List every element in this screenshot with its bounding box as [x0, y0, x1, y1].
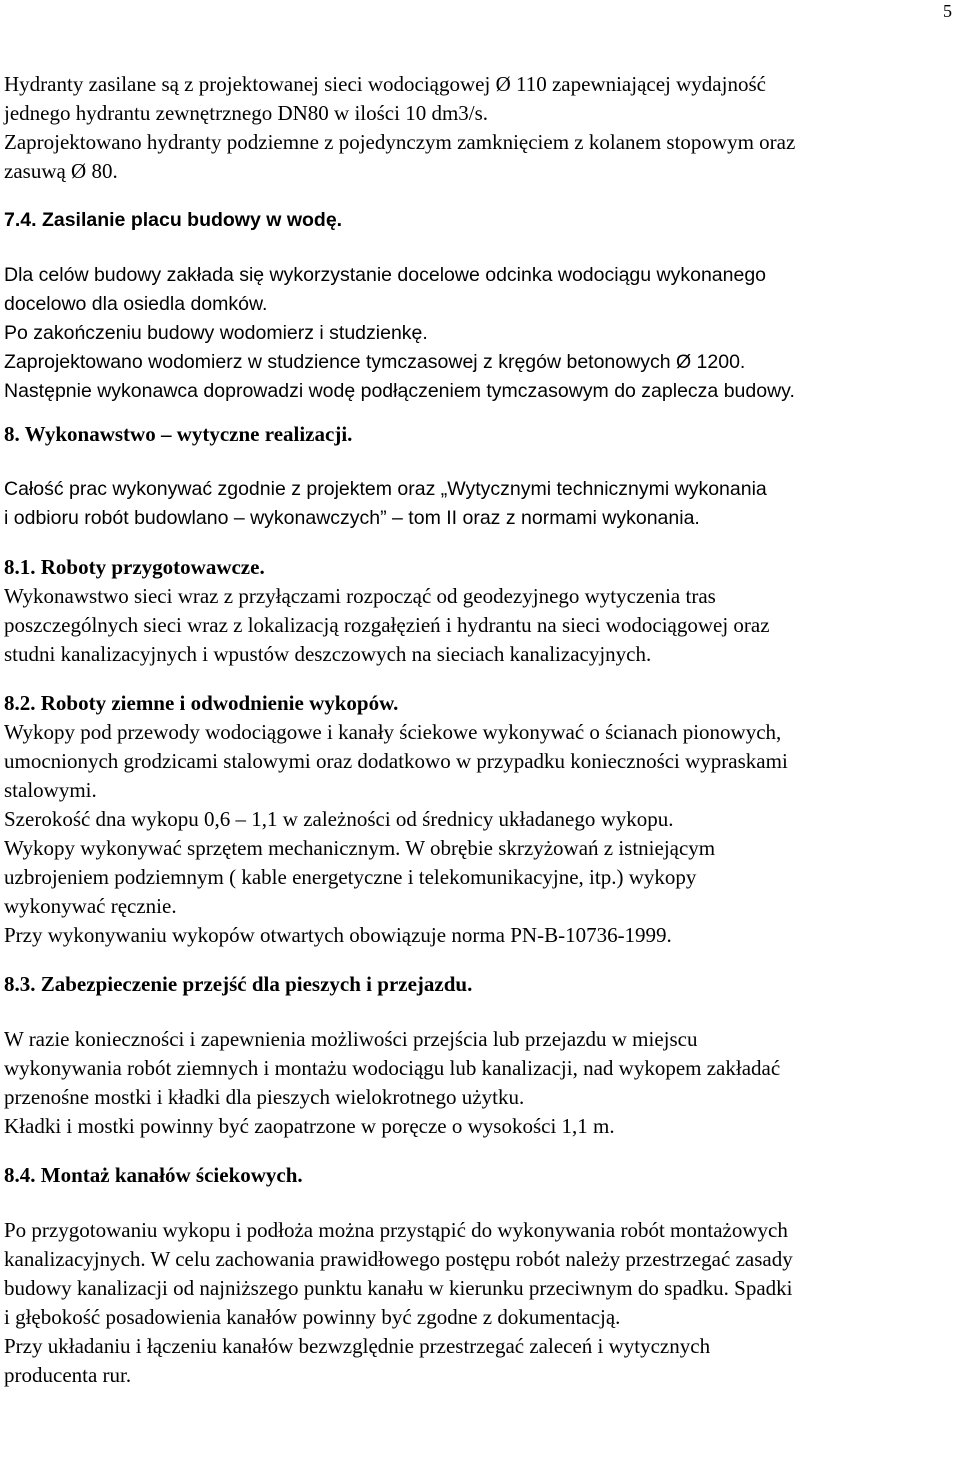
text-line: Po zakończeniu budowy wodomierz i studzienkę. [4, 322, 428, 344]
text-line: wykonywać ręcznie. [4, 894, 177, 918]
text-line: budowy kanalizacji od najniższego punktu kanału w kierunku przeciwnym do spadku. Spadki [4, 1276, 793, 1300]
text-line: jednego hydrantu zewnętrznego DN80 w ilości 10 dm3/s. [4, 101, 489, 125]
text-line: Wykopy pod przewody wodociągowe i kanały ściekowe wykonywać o ścianach pionowych, [4, 720, 782, 744]
text-line: i głębokość posadowienia kanałów powinny być zgodne z dokumentacją. [4, 1305, 621, 1329]
page-number: 5 [943, 1, 952, 21]
text-line: Następnie wykonawca doprowadzi wodę podłączeniem tymczasowym do zaplecza budowy. [4, 380, 795, 402]
text-line: Dla celów budowy zakłada się wykorzystanie docelowe odcinka wodociągu wykonanego [4, 264, 767, 286]
text-line: Zaprojektowano hydranty podziemne z pojedynczym zamknięciem z kolanem stopowym oraz [4, 130, 796, 154]
text-line: W razie konieczności i zapewnienia możliwości przejścia lub przejazdu w miejscu [4, 1027, 698, 1051]
text-line: kanalizacyjnych. W celu zachowania prawidłowego postępu robót należy przestrzegać zasady [4, 1247, 793, 1271]
section-heading-8-2: 8.2. Roboty ziemne i odwodnienie wykopów. [4, 691, 399, 715]
text-line: przenośne mostki i kładki dla pieszych wielokrotnego użytku. [4, 1085, 525, 1109]
text-line: studni kanalizacyjnych i wpustów deszczowych na sieciach kanalizacyjnych. [4, 642, 652, 666]
section-heading-8-4: 8.4. Montaż kanałów ściekowych. [4, 1163, 303, 1187]
document-body [4, 70, 954, 1390]
text-line: poszczególnych sieci wraz z lokalizacją rozgałęzień i hydrantu na sieci wodociągowej oraz [4, 613, 770, 637]
text-line: Całość prac wykonywać zgodnie z projektem oraz „Wytycznymi technicznymi wykonania [4, 478, 767, 500]
text-line: Po przygotowaniu wykopu i podłoża można przystąpić do wykonywania robót montażowych [4, 1218, 788, 1242]
text-line: Wykopy wykonywać sprzętem mechanicznym. W obrębie skrzyżowań z istniejącym [4, 836, 716, 860]
text-line: Hydranty zasilane są z projektowanej sieci wodociągowej Ø 110 zapewniającej wydajność [4, 72, 766, 96]
text-line: Zaprojektowano wodomierz w studzience tymczasowej z kręgów betonowych Ø 1200. [4, 351, 746, 373]
text-line: zasuwą Ø 80. [4, 159, 118, 183]
text-line: uzbrojeniem podziemnym ( kable energetyczne i telekomunikacyjne, itp.) wykopy [4, 865, 697, 889]
text-line: i odbioru robót budowlano – wykonawczych” – tom II oraz z normami wykonania. [4, 507, 700, 529]
text-line: umocnionych grodzicami stalowymi oraz dodatkowo w przypadku konieczności wypraskami [4, 749, 788, 773]
section-heading-8-1: 8.1. Roboty przygotowawcze. [4, 555, 265, 579]
text-line: Przy wykonywaniu wykopów otwartych obowiązuje norma PN-B-10736-1999. [4, 923, 672, 947]
text-line: stalowymi. [4, 778, 97, 802]
section-heading-8-3: 8.3. Zabezpieczenie przejść dla pieszych i przejazdu. [4, 972, 473, 996]
text-line: Przy układaniu i łączeniu kanałów bezwzględnie przestrzegać zaleceń i wytycznych [4, 1334, 711, 1358]
section-heading-8: 8. Wykonawstwo – wytyczne realizacji. [4, 422, 353, 446]
text-line: producenta rur. [4, 1363, 132, 1387]
text-line: docelowo dla osiedla domków. [4, 293, 268, 315]
text-line: wykonywania robót ziemnych i montażu wodociągu lub kanalizacji, nad wykopem zakładać [4, 1056, 781, 1080]
text-line: Wykonawstwo sieci wraz z przyłączami rozpocząć od geodezyjnego wytyczenia tras [4, 584, 716, 608]
text-line: Szerokość dna wykopu 0,6 – 1,1 w zależności od średnicy układanego wykopu. [4, 807, 674, 831]
section-heading-7-4: 7.4. Zasilanie placu budowy w wodę. [4, 209, 343, 231]
text-line: Kładki i mostki powinny być zaopatrzone w poręcze o wysokości 1,1 m. [4, 1114, 615, 1138]
